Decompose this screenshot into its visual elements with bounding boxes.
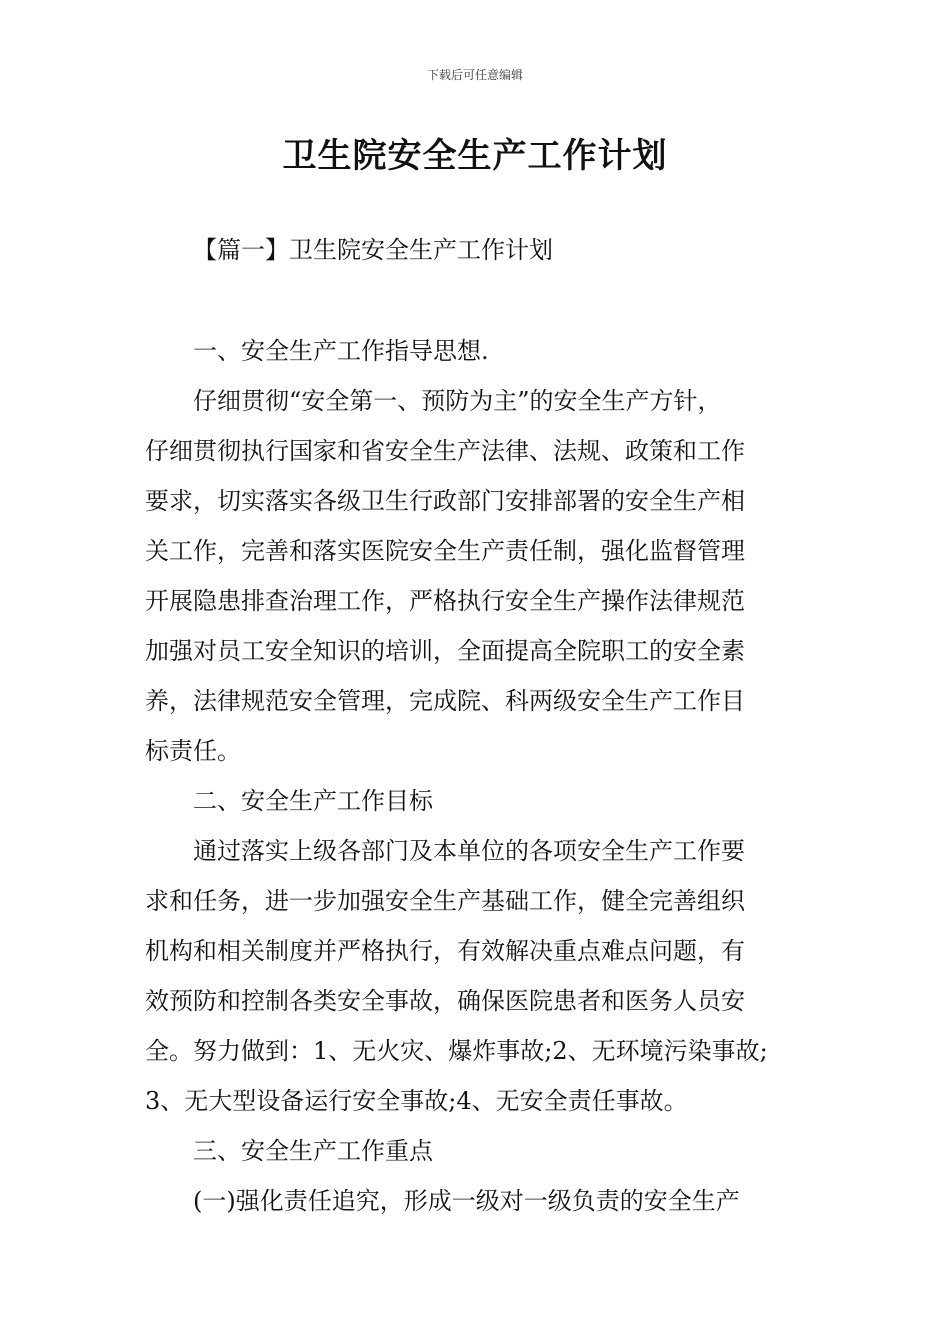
paragraph-line: 3、无大型设备运行安全事故;4、无安全责任事故。: [145, 1087, 688, 1115]
document-body: [145, 326, 809, 1226]
document-title: 卫生院安全生产工作计划: [282, 136, 668, 176]
paragraph-line: (一)强化责任追究，形成一级对一级负责的安全生产: [193, 1187, 740, 1215]
paragraph-line: 求和任务，进一步加强安全生产基础工作，健全完善组织: [145, 887, 745, 915]
section-heading: 三、安全生产工作重点: [193, 1137, 433, 1165]
paragraph-line: 养，法律规范安全管理，完成院、科两级安全生产工作目: [145, 687, 745, 715]
paragraph-line: 仔细贯彻“安全第一、预防为主”的安全生产方针，: [193, 387, 722, 415]
paragraph-line: 仔细贯彻执行国家和省安全生产法律、法规、政策和工作: [145, 437, 745, 465]
paragraph-line: 效预防和控制各类安全事故，确保医院患者和医务人员安: [145, 987, 745, 1015]
paragraph-line: 标责任。: [145, 737, 241, 765]
section-heading: 二、安全生产工作目标: [193, 787, 433, 815]
paragraph-line: 开展隐患排查治理工作，严格执行安全生产操作法律规范: [145, 587, 745, 615]
document-subtitle: 【篇一】卫生院安全生产工作计划: [193, 236, 553, 264]
header-note: 下载后可任意编辑: [426, 68, 523, 82]
paragraph-line: 要求，切实落实各级卫生行政部门安排部署的安全生产相: [145, 487, 745, 515]
paragraph-line: 机构和相关制度并严格执行，有效解决重点难点问题，有: [145, 937, 745, 965]
paragraph-line: 加强对员工安全知识的培训，全面提高全院职工的安全素: [145, 637, 745, 665]
section-heading: 一、安全生产工作指导思想.: [193, 337, 489, 365]
paragraph-line: 通过落实上级各部门及本单位的各项安全生产工作要: [193, 837, 745, 865]
paragraph-line: 关工作，完善和落实医院安全生产责任制，强化监督管理: [145, 537, 745, 565]
paragraph-line: 全。努力做到：1、无火灾、爆炸事故;2、无环境污染事故;: [145, 1037, 768, 1065]
